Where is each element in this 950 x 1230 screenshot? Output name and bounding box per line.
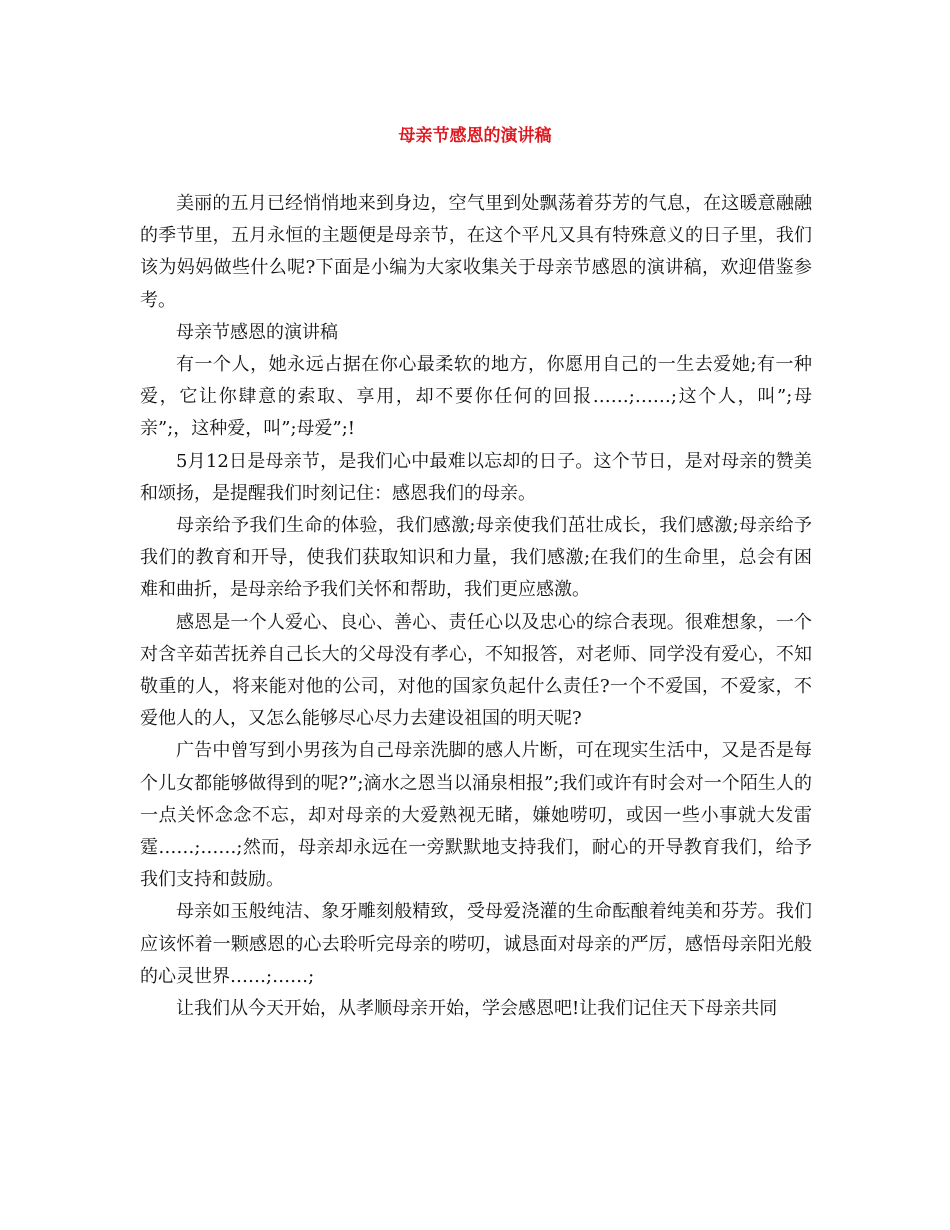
- document-title: 母亲节感恩的演讲稿: [398, 126, 552, 146]
- paragraph-body: 有一个人，她永远占据在你心最柔软的地方，你愿用自己的一生去爱她;有一种爱，它让你肆意的索取、享用，却不要你任何的回报……;……;这个人，叫”;母亲”;，这种爱，叫”;母爱”;!: [140, 354, 812, 440]
- paragraph-body: 母亲给予我们生命的体验，我们感激;母亲使我们茁壮成长，我们感激;母亲给予我们的教育和开导，使我们获取知识和力量，我们感激;在我们的生命里，总会有困难和曲折，是母亲给予我们关怀和帮助，我们更应感激。: [140, 515, 812, 601]
- paragraph-body: 感恩是一个人爱心、良心、善心、责任心以及忠心的综合表现。很难想象，一个对含辛茹苦抚养自己长大的父母没有孝心，不知报答，对老师、同学没有爱心，不知敬重的人，将来能对他的公司，对他的国家负起什么责任?一个不爱国，不爱家，不爱他人的人，又怎么能够尽心尽力去建设祖国的明天呢?: [140, 611, 812, 730]
- paragraph-body: 让我们从今天开始，从孝顺母亲开始，学会感恩吧!让我们记住天下母亲共同: [176, 998, 778, 1020]
- paragraph-intro: 美丽的五月已经悄悄地来到身边，空气里到处飘荡着芬芳的气息，在这暖意融融的季节里，五月永恒的主题便是母亲节，在这个平凡又具有特殊意义的日子里，我们该为妈妈做些什么呢?下面是小编为大家收集关于母亲节感恩的演讲稿，欢迎借鉴参考。: [140, 193, 812, 311]
- paragraph-body: 母亲如玉般纯洁、象牙雕刻般精致，受母爱浇灌的生命酝酿着纯美和芬芳。我们应该怀着一颗感恩的心去聆听完母亲的唠叨，诚恳面对母亲的严厉，感悟母亲阳光般的心灵世界……;……;: [140, 901, 812, 987]
- document-body: [140, 188, 812, 1025]
- paragraph-body: 5月12日是母亲节，是我们心中最难以忘却的日子。这个节日，是对母亲的赞美和颂扬，是提醒我们时刻记住：感恩我们的母亲。: [140, 450, 812, 504]
- paragraph-subtitle: 母亲节感恩的演讲稿: [176, 321, 338, 343]
- paragraph-body: 广告中曾写到小男孩为自己母亲洗脚的感人片断，可在现实生活中，又是否是每个儿女都能够做得到的呢?”;滴水之恩当以涌泉相报”;我们或许有时会对一个陌生人的一点关怀念念不忘，却对母亲的大爱熟视无睹，嫌她唠叨，或因一些小事就大发雷霆……;……;然而，母亲却永远在一旁默默地支持我们，耐心的开导教育我们，给予我们支持和鼓励。: [140, 740, 812, 891]
